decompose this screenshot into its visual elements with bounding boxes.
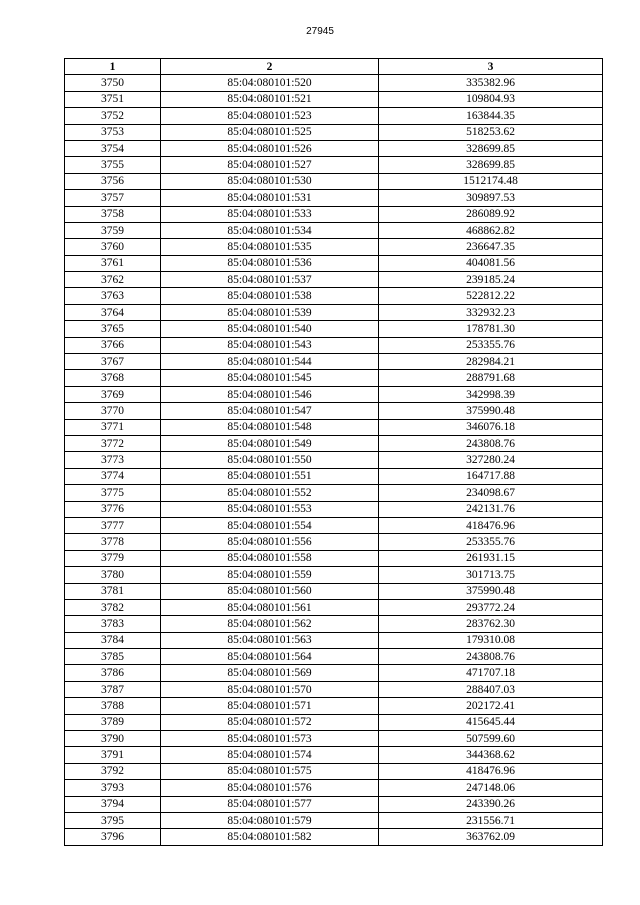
cadastral-number-cell: 85:04:080101:551 bbox=[161, 468, 379, 484]
cadastral-number-cell: 85:04:080101:577 bbox=[161, 796, 379, 812]
row-number-cell: 3779 bbox=[65, 550, 161, 566]
table-header bbox=[65, 59, 603, 75]
table-row bbox=[65, 140, 603, 156]
value-cell: 282984.21 bbox=[379, 354, 603, 370]
table-row bbox=[65, 567, 603, 583]
row-number-cell: 3776 bbox=[65, 501, 161, 517]
table-row bbox=[65, 681, 603, 697]
value-cell: 243808.76 bbox=[379, 435, 603, 451]
table-row bbox=[65, 288, 603, 304]
cadastral-number-cell: 85:04:080101:526 bbox=[161, 140, 379, 156]
row-number-cell: 3754 bbox=[65, 140, 161, 156]
value-cell: 522812.22 bbox=[379, 288, 603, 304]
page-number: 27945 bbox=[306, 26, 334, 37]
cadastral-number-cell: 85:04:080101:544 bbox=[161, 354, 379, 370]
row-number-cell: 3791 bbox=[65, 747, 161, 763]
column-header-1: 1 bbox=[65, 59, 161, 75]
cadastral-number-cell: 85:04:080101:545 bbox=[161, 370, 379, 386]
cadastral-number-cell: 85:04:080101:531 bbox=[161, 190, 379, 206]
table-row bbox=[65, 632, 603, 648]
cadastral-number-cell: 85:04:080101:574 bbox=[161, 747, 379, 763]
value-cell: 253355.76 bbox=[379, 534, 603, 550]
cadastral-number-cell: 85:04:080101:554 bbox=[161, 517, 379, 533]
value-cell: 375990.48 bbox=[379, 403, 603, 419]
cadastral-number-cell: 85:04:080101:537 bbox=[161, 272, 379, 288]
table-row bbox=[65, 255, 603, 271]
row-number-cell: 3773 bbox=[65, 452, 161, 468]
column-header-3: 3 bbox=[379, 59, 603, 75]
row-number-cell: 3777 bbox=[65, 517, 161, 533]
cadastral-number-cell: 85:04:080101:550 bbox=[161, 452, 379, 468]
table-row bbox=[65, 157, 603, 173]
value-cell: 288791.68 bbox=[379, 370, 603, 386]
cadastral-number-cell: 85:04:080101:523 bbox=[161, 108, 379, 124]
table-row bbox=[65, 714, 603, 730]
value-cell: 418476.96 bbox=[379, 763, 603, 779]
row-number-cell: 3792 bbox=[65, 763, 161, 779]
cadastral-number-cell: 85:04:080101:546 bbox=[161, 386, 379, 402]
table-row bbox=[65, 337, 603, 353]
table-row bbox=[65, 452, 603, 468]
value-cell: 332932.23 bbox=[379, 304, 603, 320]
cadastral-number-cell: 85:04:080101:563 bbox=[161, 632, 379, 648]
row-number-cell: 3769 bbox=[65, 386, 161, 402]
row-number-cell: 3760 bbox=[65, 239, 161, 255]
value-cell: 293772.24 bbox=[379, 599, 603, 615]
value-cell: 253355.76 bbox=[379, 337, 603, 353]
row-number-cell: 3785 bbox=[65, 649, 161, 665]
row-number-cell: 3789 bbox=[65, 714, 161, 730]
table-row bbox=[65, 665, 603, 681]
value-cell: 415645.44 bbox=[379, 714, 603, 730]
value-cell: 346076.18 bbox=[379, 419, 603, 435]
value-cell: 335382.96 bbox=[379, 75, 603, 91]
value-cell: 418476.96 bbox=[379, 517, 603, 533]
cadastral-number-cell: 85:04:080101:536 bbox=[161, 255, 379, 271]
column-header-2: 2 bbox=[161, 59, 379, 75]
value-cell: 518253.62 bbox=[379, 124, 603, 140]
value-cell: 164717.88 bbox=[379, 468, 603, 484]
row-number-cell: 3787 bbox=[65, 681, 161, 697]
value-cell: 328699.85 bbox=[379, 140, 603, 156]
row-number-cell: 3752 bbox=[65, 108, 161, 124]
row-number-cell: 3774 bbox=[65, 468, 161, 484]
cadastral-number-cell: 85:04:080101:549 bbox=[161, 435, 379, 451]
row-number-cell: 3764 bbox=[65, 304, 161, 320]
row-number-cell: 3771 bbox=[65, 419, 161, 435]
table-row bbox=[65, 731, 603, 747]
value-cell: 247148.06 bbox=[379, 780, 603, 796]
value-cell: 309897.53 bbox=[379, 190, 603, 206]
table-row bbox=[65, 403, 603, 419]
table-row bbox=[65, 698, 603, 714]
row-number-cell: 3781 bbox=[65, 583, 161, 599]
table-row bbox=[65, 829, 603, 845]
cadastral-number-cell: 85:04:080101:579 bbox=[161, 812, 379, 828]
value-cell: 231556.71 bbox=[379, 812, 603, 828]
table-row bbox=[65, 435, 603, 451]
cadastral-number-cell: 85:04:080101:572 bbox=[161, 714, 379, 730]
table-row bbox=[65, 239, 603, 255]
cadastral-number-cell: 85:04:080101:558 bbox=[161, 550, 379, 566]
cadastral-number-cell: 85:04:080101:543 bbox=[161, 337, 379, 353]
row-number-cell: 3767 bbox=[65, 354, 161, 370]
table-row bbox=[65, 190, 603, 206]
row-number-cell: 3780 bbox=[65, 567, 161, 583]
table-row bbox=[65, 485, 603, 501]
value-cell: 507599.60 bbox=[379, 731, 603, 747]
row-number-cell: 3750 bbox=[65, 75, 161, 91]
value-cell: 471707.18 bbox=[379, 665, 603, 681]
value-cell: 468862.82 bbox=[379, 222, 603, 238]
row-number-cell: 3757 bbox=[65, 190, 161, 206]
value-cell: 109804.93 bbox=[379, 91, 603, 107]
value-cell: 327280.24 bbox=[379, 452, 603, 468]
table-row bbox=[65, 354, 603, 370]
row-number-cell: 3763 bbox=[65, 288, 161, 304]
row-number-cell: 3770 bbox=[65, 403, 161, 419]
value-cell: 242131.76 bbox=[379, 501, 603, 517]
value-cell: 239185.24 bbox=[379, 272, 603, 288]
table-row bbox=[65, 534, 603, 550]
table-row bbox=[65, 616, 603, 632]
row-number-cell: 3768 bbox=[65, 370, 161, 386]
row-number-cell: 3766 bbox=[65, 337, 161, 353]
row-number-cell: 3753 bbox=[65, 124, 161, 140]
table-row bbox=[65, 796, 603, 812]
cadastral-number-cell: 85:04:080101:573 bbox=[161, 731, 379, 747]
value-cell: 163844.35 bbox=[379, 108, 603, 124]
row-number-cell: 3786 bbox=[65, 665, 161, 681]
cadastral-number-cell: 85:04:080101:538 bbox=[161, 288, 379, 304]
table-row bbox=[65, 599, 603, 615]
row-number-cell: 3788 bbox=[65, 698, 161, 714]
cadastral-number-cell: 85:04:080101:540 bbox=[161, 321, 379, 337]
value-cell: 178781.30 bbox=[379, 321, 603, 337]
cadastral-number-cell: 85:04:080101:552 bbox=[161, 485, 379, 501]
table-row bbox=[65, 501, 603, 517]
table-row bbox=[65, 419, 603, 435]
row-number-cell: 3765 bbox=[65, 321, 161, 337]
table-row bbox=[65, 124, 603, 140]
table-row bbox=[65, 206, 603, 222]
table-body bbox=[65, 75, 603, 845]
cadastral-number-cell: 85:04:080101:570 bbox=[161, 681, 379, 697]
cadastral-number-cell: 85:04:080101:571 bbox=[161, 698, 379, 714]
cadastral-number-cell: 85:04:080101:576 bbox=[161, 780, 379, 796]
row-number-cell: 3761 bbox=[65, 255, 161, 271]
row-number-cell: 3784 bbox=[65, 632, 161, 648]
cadastral-number-cell: 85:04:080101:530 bbox=[161, 173, 379, 189]
row-number-cell: 3758 bbox=[65, 206, 161, 222]
table-row bbox=[65, 780, 603, 796]
cadastral-number-cell: 85:04:080101:582 bbox=[161, 829, 379, 845]
value-cell: 234098.67 bbox=[379, 485, 603, 501]
row-number-cell: 3796 bbox=[65, 829, 161, 845]
cadastral-number-cell: 85:04:080101:560 bbox=[161, 583, 379, 599]
cadastral-number-cell: 85:04:080101:553 bbox=[161, 501, 379, 517]
cadastral-number-cell: 85:04:080101:562 bbox=[161, 616, 379, 632]
value-cell: 179310.08 bbox=[379, 632, 603, 648]
cadastral-number-cell: 85:04:080101:533 bbox=[161, 206, 379, 222]
table-row bbox=[65, 517, 603, 533]
row-number-cell: 3759 bbox=[65, 222, 161, 238]
row-number-cell: 3751 bbox=[65, 91, 161, 107]
table-row bbox=[65, 75, 603, 91]
value-cell: 236647.35 bbox=[379, 239, 603, 255]
row-number-cell: 3790 bbox=[65, 731, 161, 747]
value-cell: 243390.26 bbox=[379, 796, 603, 812]
table-row bbox=[65, 550, 603, 566]
table-row bbox=[65, 747, 603, 763]
value-cell: 1512174.48 bbox=[379, 173, 603, 189]
value-cell: 202172.41 bbox=[379, 698, 603, 714]
cadastral-number-cell: 85:04:080101:547 bbox=[161, 403, 379, 419]
cadastral-number-cell: 85:04:080101:556 bbox=[161, 534, 379, 550]
row-number-cell: 3772 bbox=[65, 435, 161, 451]
value-cell: 375990.48 bbox=[379, 583, 603, 599]
table-row bbox=[65, 91, 603, 107]
header-row bbox=[65, 59, 603, 75]
value-cell: 342998.39 bbox=[379, 386, 603, 402]
table-row bbox=[65, 304, 603, 320]
value-cell: 404081.56 bbox=[379, 255, 603, 271]
table-row bbox=[65, 321, 603, 337]
table-row bbox=[65, 272, 603, 288]
value-cell: 283762.30 bbox=[379, 616, 603, 632]
cadastral-number-cell: 85:04:080101:569 bbox=[161, 665, 379, 681]
table-row bbox=[65, 222, 603, 238]
cadastral-number-cell: 85:04:080101:525 bbox=[161, 124, 379, 140]
table-row bbox=[65, 173, 603, 189]
value-cell: 288407.03 bbox=[379, 681, 603, 697]
value-cell: 243808.76 bbox=[379, 649, 603, 665]
cadastral-number-cell: 85:04:080101:527 bbox=[161, 157, 379, 173]
row-number-cell: 3783 bbox=[65, 616, 161, 632]
cadastral-number-cell: 85:04:080101:539 bbox=[161, 304, 379, 320]
row-number-cell: 3794 bbox=[65, 796, 161, 812]
cadastral-number-cell: 85:04:080101:548 bbox=[161, 419, 379, 435]
value-cell: 328699.85 bbox=[379, 157, 603, 173]
cadastral-number-cell: 85:04:080101:559 bbox=[161, 567, 379, 583]
value-cell: 286089.92 bbox=[379, 206, 603, 222]
row-number-cell: 3782 bbox=[65, 599, 161, 615]
table-row bbox=[65, 386, 603, 402]
value-cell: 301713.75 bbox=[379, 567, 603, 583]
table-row bbox=[65, 763, 603, 779]
value-cell: 261931.15 bbox=[379, 550, 603, 566]
cadastral-number-cell: 85:04:080101:535 bbox=[161, 239, 379, 255]
row-number-cell: 3793 bbox=[65, 780, 161, 796]
table-row bbox=[65, 812, 603, 828]
value-cell: 363762.09 bbox=[379, 829, 603, 845]
cadastral-number-cell: 85:04:080101:520 bbox=[161, 75, 379, 91]
cadastral-number-cell: 85:04:080101:534 bbox=[161, 222, 379, 238]
row-number-cell: 3775 bbox=[65, 485, 161, 501]
data-table bbox=[64, 58, 603, 846]
row-number-cell: 3778 bbox=[65, 534, 161, 550]
row-number-cell: 3795 bbox=[65, 812, 161, 828]
row-number-cell: 3762 bbox=[65, 272, 161, 288]
table-row bbox=[65, 108, 603, 124]
cadastral-number-cell: 85:04:080101:561 bbox=[161, 599, 379, 615]
cadastral-number-cell: 85:04:080101:575 bbox=[161, 763, 379, 779]
row-number-cell: 3755 bbox=[65, 157, 161, 173]
cadastral-number-cell: 85:04:080101:564 bbox=[161, 649, 379, 665]
value-cell: 344368.62 bbox=[379, 747, 603, 763]
table-row bbox=[65, 370, 603, 386]
table-row bbox=[65, 583, 603, 599]
cadastral-number-cell: 85:04:080101:521 bbox=[161, 91, 379, 107]
table-row bbox=[65, 649, 603, 665]
table-row bbox=[65, 468, 603, 484]
row-number-cell: 3756 bbox=[65, 173, 161, 189]
